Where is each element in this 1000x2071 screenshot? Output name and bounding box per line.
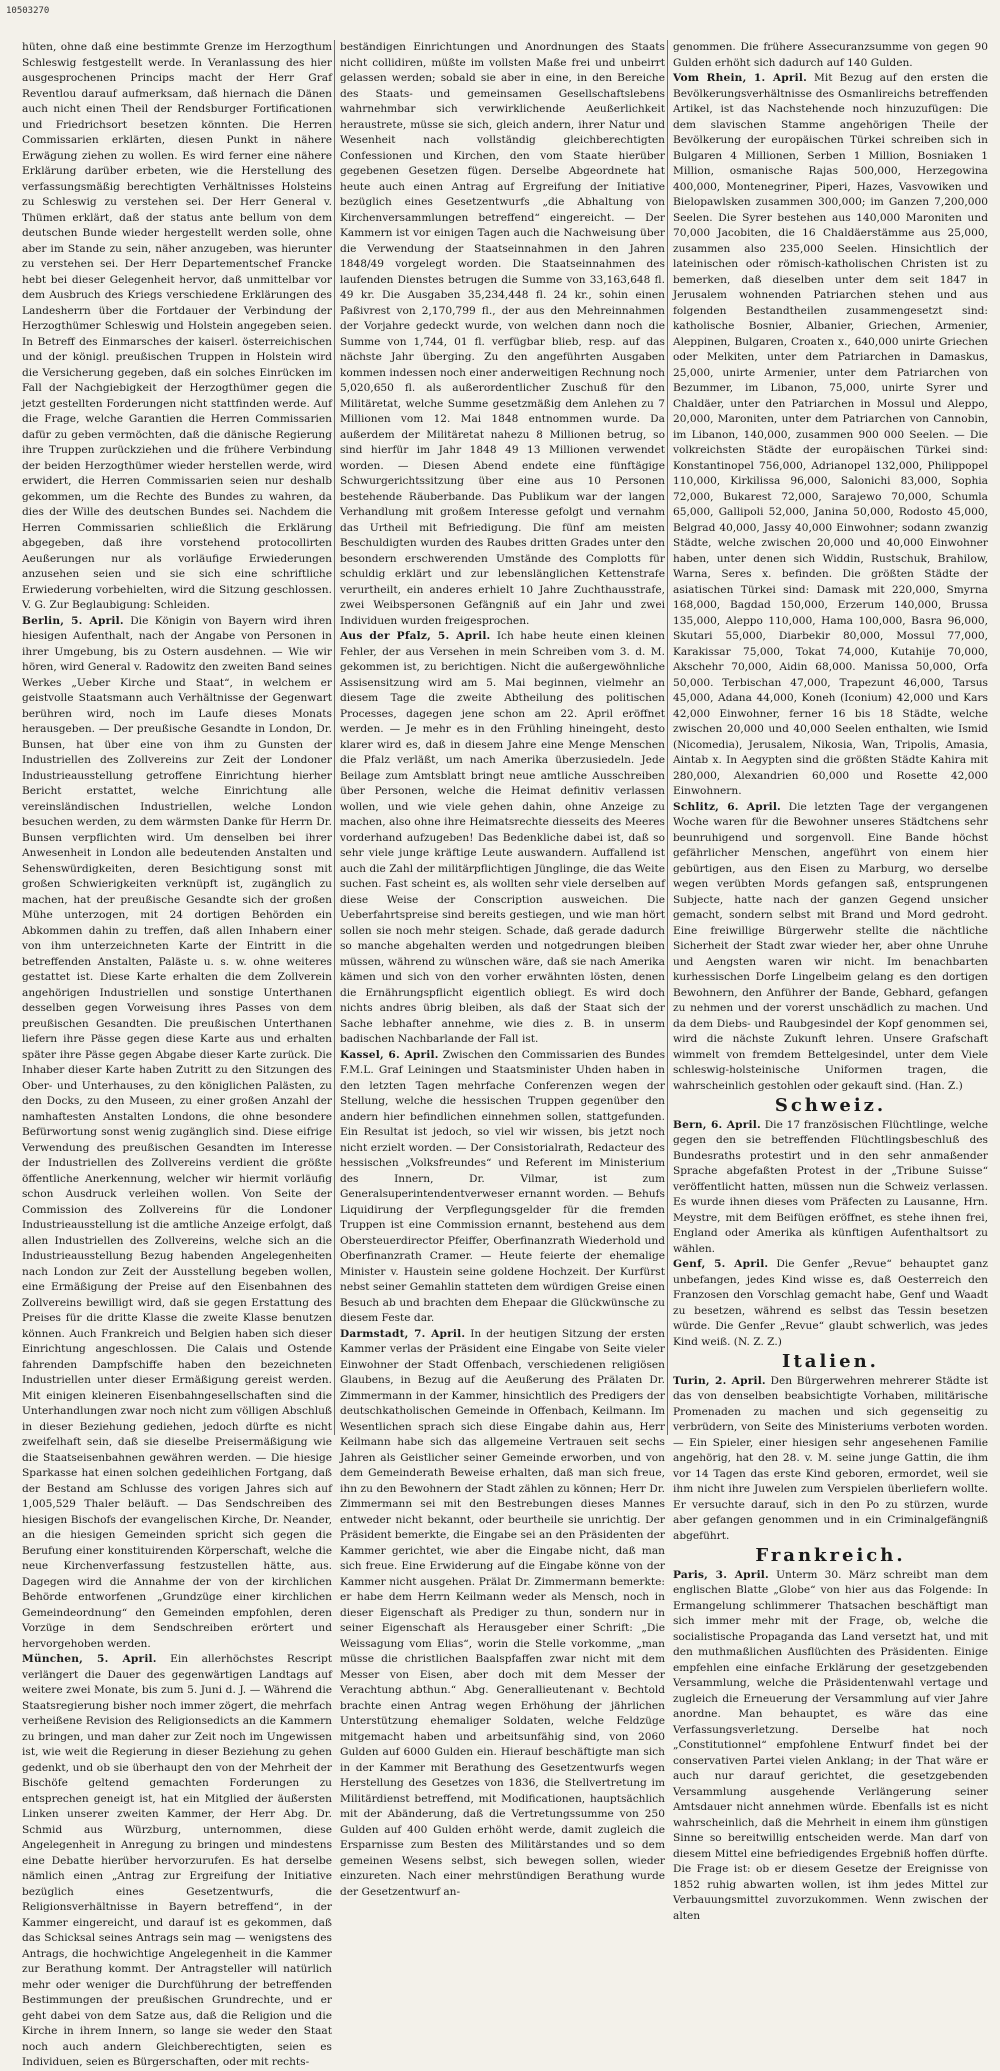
- article-paragraph: [673, 40, 988, 71]
- article-text: Den Bürgerwehren mehrerer Städte ist das von denselben beabsichtigte Vorhaben, militärische Promenaden zu machen und sich gegenseitig zu verbrüdern, von Seite des Ministeriums verboten worden. — Ein Spieler, einer hiesigen sehr angesehenen Familie angehörig, hat den 28. v. M. seine junge Gattin, die ihm vor 14 Tagen das erste Kind geboren, ermordet, weil sie ihm nicht ihre Juwelen zum Verspielen überliefern wollte. Er versuchte darauf, sich in den Po zu stürzen, wurde aber gefangen genommen und in ein Criminalgefängniß abgeführt.: [673, 1374, 988, 1542]
- article-text: Ich habe heute einen kleinen Fehler, der aus Versehen in mein Schreiben vom 3. d. M. gekommen ist, zu berichtigen. Nicht die außergewöhnliche Assisensitzung wird am 5. Mai beginnen, vielmehr an diesem Tage die zweite Abtheilung des politischen Processes, dagegen jene schon am 22. April eröffnet werden. — Je mehr es in den Frühling hineingeht, desto klarer wird es, daß in diesem Jahre eine Menge Menschen die Pfalz verläßt, um nach Amerika überzusiedeln. Jede Beilage zum Amtsblatt bringt neue amtliche Ausschreiben über Personen, welche die Heimat definitiv verlassen wollen, und wie viele gehen dahin, ohne Anzeige zu machen, also ohne ihre Heimatsrechte diesseits des Meeres vorderhand aufzugeben! Das Bedenkliche dabei ist, daß so sehr viele junge kräftige Leute auswandern. Auffallend ist auch die Zahl der militärpflichtigen Jünglinge, die das Weite suchen. Fast scheint es, als wollten sehr viele derselben auf diese Weise der Conscription ausweichen. Die Ueberfahrtspreise sind bereits gestiegen, und wie man hört sollen sie noch mehr steigen. Schade, daß gerade dadurch so manche abgehalten werden und notgedrungen bleiben müssen, während zu wünschen wäre, daß sie nach Amerika kämen und sich von den vorher erwähnten lösten, denen die Ernährungspflicht eigentlich obliegt. Es wird doch nichts andres übrig bleiben, als daß der Staat sich der Sache lebhafter annehme, wie dies z. B. in unserm badischen Nachbarlande der Fall ist.: [340, 630, 665, 1045]
- dateline: Schlitz, 6. April.: [673, 800, 781, 813]
- column-2: [340, 40, 666, 1898]
- column-1: [22, 40, 333, 2068]
- article-text: Zwischen den Commissarien des Bundes F.M.L. Graf Leiningen und Staatsminister Uhden haben in den letzten Tagen mehrfache Conferenzen wegen der Stellung, welche die hessischen Truppen gegenüber den andern hier befindlichen einnehmen sollen, stattgefunden. Ein Resultat ist jedoch, so viel wir wissen, bis jetzt noch nicht erzielt worden. — Der Consistorialrath, Redacteur des hessischen „Volksfreundes“ und Referent im Ministerium des Innern, Dr. Vilmar, ist zum Generalsuperintendentverweser ernannt worden. — Behufs Liquidirung der Verpflegungsgelder für die fremden Truppen ist eine Commission ernannt, bestehend aus dem Obersteuerdirector Pfeiffer, Oberfinanzrath Wiederhold und Oberfinanzrath Cramer. — Heute feierte der ehemalige Minister v. Haustein seine goldene Hochzeit. Der Kurfürst nebst seiner Gemahlin statteten dem würdigen Greise einen Besuch ab und brachten dem Ehepaar die Glückwünsche zu diesem Feste dar.: [340, 1048, 666, 1324]
- article-paragraph: [22, 614, 332, 1653]
- section-heading: Frankreich.: [755, 1545, 906, 1566]
- dateline: Vom Rhein, 1. April.: [673, 72, 808, 84]
- article-text: Die 17 französischen Flüchtlinge, welche gegen den sie betreffenden Flüchtlingsbeschluß des Bundesraths protestirt und in den sehr anmaßender Sprache abgefaßten Protest in der „Tribune Suisse“ veröffentlicht hatten, müssen nun die Schweiz verlassen. Es wurde ihnen dieses vom Präfecten zu Lausanne, Hrn. Meystre, mit dem Beifügen eröffnet, es stehe ihnen frei, England oder Amerika als künftigen Aufenthaltsort zu wählen.: [673, 1118, 989, 1255]
- dateline: Bern, 6. April.: [673, 1118, 761, 1131]
- article-text: Die Königin von Bayern wird ihren hiesigen Aufenthalt, nach der Angabe von Personen in ihrer Umgebung, bis zu Ostern ausdehnen. — Wie wir hören, wird General v. Radowitz den zweiten Band seines Werkes „Ueber Kirche und Staat“, in welchem er geistvolle Staatsmann auch Verhältnisse der Gegenwart berühren wird, noch im Laufe dieses Monats herausgeben. — Der preußische Gesandte in London, Dr. Bunsen, hat über eine von ihm zu Gunsten der Industriellen des Zollvereins zur Zeit der Londoner Industrieausstellung getroffene Einrichtung hierher Bericht erstattet, welche Einrichtung alle vereinsländischen Industriellen, welche London besuchen werden, zu dem wärmsten Danke für Herrn Dr. Bunsen verpflichten wird. Um denselben bei ihrer Anwesenheit in London alle bedeutenden Anstalten und Sehenswürdigkeiten, deren Besichtigung sonst mit großen Schwierigkeiten verknüpft ist, zugänglich zu machen, hat der preußische Gesandte sich der großen Mühe unterzogen, mit 24 dortigen Behörden ein Abkommen dahin zu treffen, daß allen Inhabern einer von ihm unterzeichneten Karte der Eintritt in die betreffenden Anstalten, Paläste u. s. w. ohne weiteres gestattet ist. Diese Karte erhalten die dem Zollverein angehörigen Industriellen und sonstige Unterthanen desselben gegen Vorweisung ihres Passes von dem preußischen Gesandten. Die preußischen Unterthanen liefern ihre Pässe gegen diese Karte aus und erhalten später ihre Pässe gegen Abgabe dieser Karte zurück. Die Inhaber dieser Karte haben Zutritt zu den Sitzungen des Ober- und Unterhauses, zu den königlichen Palästen, zu den Docks, zu den Museen, zu einer großen Anzahl der namhaftesten Anstalten Londons, die ohne besondere Befürwortung sonst wenig zugänglich sind. Diese eifrige Verwendung des preußischen Gesandten im Interesse der Industriellen des Zollvereins verdient die größte öffentliche Anerkennung, welcher wir hiermit vorläufig schon Ausdruck verleihen wollen. Von Seite der Commission des Zollvereins für die Londoner Industrieausstellung ist die amtliche Anzeige erfolgt, daß allen Industriellen des Zollvereins, welche sich an die Industrieausstellung Bezug habenden Angelegenheiten nach London zur Zeit der Ausstellung begeben wollen, eine Ermäßigung der Preise auf den Eisenbahnen des Zollvereins bewilligt wird, daß sie gegen Erstattung des Preises für die dritte Klasse die zweite Klasse benutzen können. Auch Frankreich und Belgien haben sich dieser Einrichtung angeschlossen. Die Calais und Ostende fahrenden Dampfschiffe haben den bezeichneten Industriellen unter dieser Ermäßigung gereist werden. Mit einigen kleineren Eisenbahngesellschaften sind die Unterhandlungen zwar noch nicht zum völligen Abschluß in dieser Beziehung gediehen, jedoch dürfte es nicht zweifelhaft sein, daß sie dieselbe Preisermäßigung wie die Staatseisenbahnen gewähren werden. — Die hiesige Sparkasse hat einen solchen gedeihlichen Fortgang, daß der Bestand am Schlusse des vorigen Jahres sich auf 1,005,529 Thaler beläuft. — Das Sendschreiben des hiesigen Bischofs der evangelischen Kirche, Dr. Neander, an die hiesigen Gemeinden spricht sich gegen die Berufung einer konstituirenden Körperschaft, welche die neue Kirchenverfassung festzustellen hätte, aus. Dagegen wird die Annahme der von der kirchlichen Behörde entworfenen „Grundzüge einer kirchlichen Gemeindeordnung“ den Gemeinden empfohlen, deren Vorzüge in dem Sendschreiben erörtert und hervorgehoben werden.: [22, 614, 333, 1650]
- column-rule-1: [334, 40, 335, 1435]
- section-heading: Schweiz.: [774, 1095, 887, 1116]
- article-text: beständigen Einrichtungen und Anordnungen des Staats nicht collidiren, müßte im vollsten Maße frei und unbeirrt gelassen werden; sobald sie aber in eine, in den Bereiche des Staats- und gemeinsamen Gesellschaftslebens wahrnehmbar sich verwirklichende Aeußerlichkeit heraustrete, müsse sie sich, gleich andern, ihrer Natur und Wesenheit nach vollständig gleichberechtigten Confessionen und Kirchen, den vom Staate hierüber gegebenen Gesetzen fügen. Derselbe Abgeordnete hat heute auch einen Antrag auf Ergreifung der Initiative bezüglich eines Gesetzentwurfs „die Abhaltung von Kirchenversammlungen betreffend“ eingereicht. — Der Kammern ist vor einigen Tagen auch die Nachweisung über die Verwendung der Staatseinnahmen in den Jahren 1848/49 vorgelegt worden. Die Staatseinnahmen des laufenden Dienstes betrugen die Summe von 33,163,648 fl. 49 kr. Die Ausgaben 35,234,448 fl. 24 kr., sohin einen Paßivrest von 2,170,799 fl., der aus den Mehreinnahmen der Vorjahre gedeckt wurde, von welchen dann noch die Summe von 1,744, 01 fl. verfügbar blieb, resp. auf das nächste Jahr überging. Zu den angeführten Ausgaben kommen indessen noch einer anderweitigen Rechnung noch 5,020,650 fl. als außerordentlicher Zuschuß für den Militäretat, welche Summe gesetzmäßig dem Anlehen zu 7 Millionen vom 12. Mai 1848 entnommen wurde. Da außerdem der Militäretat nahezu 8 Millionen betrug, so sind hierfür im Jahr 1848 49 13 Millionen verwendet worden. — Diesen Abend endete eine fünftägige Schwurgerichtssitzung über eine aus 10 Personen bestehende Räuberbande. Das Publikum war der langen Verhandlung mit großem Interesse gefolgt und vernahm das Urtheil mit Befriedigung. Die fünf am meisten Beschuldigten wurden des Raubes dritten Grades unter den besondern erschwerenden Umstände des Complotts für schuldig erklärt und zur lebenslänglichen Kettenstrafe verurtheilt, ein anderes erhielt 10 Jahre Zuchthausstrafe, zwei Weibspersonen Gefängniß auf ein Jahr und zwei Individuen wurden freigesprochen.: [340, 41, 665, 627]
- dateline: Berlin, 5. April.: [22, 614, 124, 627]
- dateline: München, 5. April.: [22, 1653, 157, 1665]
- section-heading: Italien.: [782, 1351, 879, 1372]
- article-text: hüten, ohne daß eine bestimmte Grenze im Herzogthum Schleswig festgestellt werde. In Veranlassung des hier ausgesprochenen Princips macht der Herr Graf Reventlou darauf aufmerksam, daß hiernach die Dänen auch nicht einen Theil der Rendsburger Fortificationen und Friedrichsort besetzen könnten. Die Herren Commissarien erklärten, diesen Punkt in nähere Erwägung ziehen zu wollen. Es wird ferner eine nähere Erklärung darüber erbeten, wie die Herstellung des verfassungsmäßig berechtigten Verhältnisses Holsteins zu Schleswig zu verstehen sei. Der Herr General v. Thümen erklärt, daß der status ante bellum von dem deutschen Bunde wieder hergestellt werden solle, ohne aber im Stande zu sein, näher anzugeben, was hierunter zu verstehen sei. Der Herr Departementschef Francke hebt bei dieser Gelegenheit hervor, daß unmittelbar vor dem Ausbruch des Kriegs verschiedene Erklärungen des Landesherrn über die Fortdauer der Verbindung der Herzogthümer Schleswig und Holstein angegeben seien. In Betreff des Einmarsches der kaiserl. österreichischen und der königl. preußischen Truppen in Holstein wird die Versicherung gegeben, daß ein solches Einrücken im Fall der Nachgiebigkeit der Herzogthümer gegen die jetzt gestellten Forderungen nicht stattfinden werde. Auf die Frage, welche Garantien die Herren Commissarien dafür zu geben vermöchten, daß die dänische Regierung ihre Truppen zurückziehen und die frühere Verbindung der beiden Herzogthümer wieder herstellen werde, wird erwidert, die Herren Commissarien seien nur deshalb gekommen, um die Rechte des Bundes zu wahren, da dies der Wille des deutschen Bundes sei. Nachdem die Herren Commissarien schließlich die Erklärung abgegeben, daß ihre vorstehend protocollirten Aeußerungen nur als vorläufige Erwiederungen anzusehen seien und sie sich eine schriftliche Erwiederung vorbehielten, wird die Sitzung geschlossen. V. G. Zur Beglaubigung: Schleiden.: [22, 41, 332, 611]
- page-id: 10503270: [6, 6, 50, 16]
- dateline: Genf, 5. April.: [673, 1258, 769, 1270]
- article-text: Ein allerhöchstes Rescript verlängert die Dauer des gegenwärtigen Landtags auf weitere zwei Monate, bis zum 5. Juni d. J. — Während die Staatsregierung bisher noch immer zögert, die mehrfach verheißene Revision des Religionsedicts an die Kammern zu bringen, und man daher zur Zeit noch im Ungewissen ist, wie weit die Regierung in dieser Beziehung zu gehen gedenkt, und ob sie überhaupt den von der Mehrheit der Bischöfe geltend gemachten Forderungen zu entsprechen geneigt ist, hat ein Mitglied der äußersten Linken unserer zweiten Kammer, der Herr Abg. Dr. Schmid aus Würzburg, unternommen, diese Angelegenheit in Anregung zu bringen und mindestens eine Debatte hierüber hervorzurufen. Es hat derselbe nämlich einen „Antrag zur Ergreifung der Initiative bezüglich eines Gesetzentwurfs, die Religionsverhältnisse in Bayern betreffend“, in der Kammer eingereicht, und darauf ist es gekommen, daß das Schicksal seines Antrags sein mag — wenigstens des Antrags, die hochwichtige Angelegenheit in die Kammer zur Berathung kommt. Der Antragsteller will natürlich mehr oder weniger die Durchführung der betreffenden Bestimmungen der preußischen Grundrechte, und er geht dabei von dem Satze aus, daß die Religion und die Kirche in ihrem Innern, so lange sie weder den Staat noch auch andern Gleichberechtigten, seien es Individuen, seien es Bürgerschaften, oder mit rechts-: [22, 1653, 332, 2068]
- article-paragraph: [673, 800, 988, 1095]
- article-paragraph: [340, 1048, 665, 1327]
- article-paragraph: [22, 1652, 332, 2071]
- article-text: Mit Bezug auf den ersten die Bevölkerungsverhältnisse des Osmanlireichs betreffenden Artikel, ist das Nachstehende noch hinzuzufügen: Die dem slavischen Stamme angehörigen Theile der Bevölkerung der europäischen Türkei schreiben sich in Bulgaren 4 Millionen, Serben 1 Million, Bosniaken 1 Million, osmanische Rajas 500,000, Herzegowina 400,000, Montenegriner, Piperi, Hazes, Vasvowiken und Bielopawlsken zusammen 300,000; im Ganzen 7,200,000 Seelen. Die Syrer bestehen aus 140,000 Maroniten und 70,000 Jacobiten, die 16 Chaldäerstämme aus 25,000, zusammen also 235,000 Seelen. Hinsichtlich der lateinischen oder römisch-katholischen Christen ist zu bemerken, daß dieselben unter dem seit 1847 in Jerusalem wohnenden Patriarchen stehen und aus folgenden Bestandtheilen zusammengesetzt sind: katholische Bosnier, Albanier, Griechen, Armenier, Aleppinen, Bulgaren, Croaten x., 640,000 unirte Griechen oder Melkiten, unter dem Patriarchen in Damaskus, 25,000, unirte Armenier, unter dem Patriarchen von Bezummer, im Libanon, 75,000, unirte Syrer und Chaldäer, unter den Patriarchen in Mossul und Aleppo, 20,000, Maroniten, unter dem Patriarchen von Cannobin, im Libanon, 140,000, zusammen 900 000 Seelen. — Die volkreichsten Städte der europäischen Türkei sind: Konstantinopel 756,000, Adrianopel 132,000, Philippopel 110,000, Kirkilissa 96,000, Salonichi 83,000, Sophia 72,000, Bukarest 72,000, Sarajewo 70,000, Schumla 65,000, Gallipoli 52,000, Janina 50,000, Rodosto 45,000, Belgrad 40,000, Jassy 40,000 Einwohner; sodann zwanzig Städte, welche zwischen 20,000 und 40,000 Einwohner haben, unter denen sich Widdin, Rustschuk, Brahilow, Warna, Seres x. befinden. Die größten Städte der asiatischen Türkei sind: Damask mit 220,000, Smyrna 168,000, Bagdad 150,000, Erzerum 140,000, Brussa 135,000, Aleppo 110,000, Hama 100,000, Basra 96,000, Skutari 55,000, Diarbekir 80,000, Mossul 77,000, Karakissar 75,000, Tokat 74,000, Kutahije 70,000, Akschehr 70,000, Aidin 68,000. Manissa 50,000, Orfa 50,000. Terbischan 47,000, Trapezunt 46,000, Tarsus 45,000, Adana 44,000, Koneh (Iconium) 42,000 und Kars 42,000 Einwohner, ferner 16 bis 18 Städte, welche zwischen 20,000 und 40,000 Seelen enthalten, wie Ismid (Nicomedia), Jerusalem, Nikosia, Wan, Tripolis, Amasia, Aintab x. In Aegypten sind die größten Städte Kahira mit 280,000, Alexandrien 60,000 und Rosette 42,000 Einwohnern.: [673, 72, 989, 797]
- article-paragraph: [340, 40, 665, 629]
- article-paragraph: [673, 1118, 988, 1258]
- article-text: genommen. Die frühere Assecuranzsumme von gegen 90 Gulden erhöht sich dadurch auf 140 Gulden.: [673, 41, 988, 69]
- dateline: Turin, 2. April.: [673, 1374, 766, 1387]
- column-3: [673, 40, 989, 1922]
- dateline: Aus der Pfalz, 5. April.: [340, 630, 491, 642]
- article-paragraph: [340, 629, 665, 1048]
- article-text: In der heutigen Sitzung der ersten Kammer verlas der Präsident eine Eingabe von Seite vieler Einwohner der Stadt Offenbach, verschiedenen religiösen Glaubens, in Bezug auf die Aeußerung des Prälaten Dr. Zimmermann in der Kammer, hinsichtlich des Predigers der deutschkatholischen Gemeinde in Offenbach, Keilmann. Im Wesentlichen sprach sich diese Eingabe dahin aus, Herr Keilmann habe sich das allgemeine Vertrauen seit sechs Jahren als Geistlicher seiner Gemeinde erworben, und von dem Gemeinderath Beweise erhalten, daß man sich freue, ihn zu den Bewohnern der Stadt zählen zu können; Herr Dr. Zimmermann sei mit den Bestrebungen dieses Mannes entweder nicht bekannt, oder beurtheile sie unrichtig. Der Präsident bemerkte, die Eingabe sei an den Präsidenten der Kammer gerichtet, wie aber die Eingabe nicht, daß man sich freue. Eine Erwiderung auf die Eingabe könne von der Kammer nicht ausgehen. Prälat Dr. Zimmermann bemerkte: er habe dem Herrn Keilmann weder als Mensch, noch in dieser Eigenschaft als Prediger zu thun, sondern nur in seiner Eigenschaft als Herausgeber einer Schrift: „Die Weissagung vom Elias“, worin die Stelle vorkomme, „man müsse die christlichen Baalspfaffen zwar nicht mit dem Messer von Eisen, aber doch mit dem Messer der Verachtung abthun.“ Abg. Generallieutenant v. Bechtold brachte einen Antrag wegen Erhöhung der jährlichen Unterstützung ehemaliger Soldaten, welche Feldzüge mitgemacht haben und arbeitsunfähig sind, von 2060 Gulden auf 6000 Gulden ein. Hierauf beschäftigte man sich in der Kammer mit Berathung des Gesetzentwurfs wegen Herstellung des Gesetzes von 1836, die Stellvertretung im Militärdienst betreffend, mit Modificationen, hauptsächlich mit der Abänderung, daß die Vertretungssumme von 250 Gulden auf 400 Gulden erhöht werde, damit zugleich die Ersparnisse zum Besten des Militärstandes und so dem gemeinen Wesens selbst, sich bewegen sollen, wieder einzureten. Nach einer mehrstündigen Berathung wurde der Gesetzentwurf an-: [340, 1327, 665, 1898]
- article-text: Die letzten Tage der vergangenen Woche waren für die Bewohner unseres Städtchens sehr beunruhigend und sorgenvoll. Eine Bande höchst gefährlicher Menschen, angeführt von einem hier gebürtigen, aus den Eisen zu Marburg, wo derselbe wegen verübten Mords gefangen saß, entsprungenen Subjecte, hatte nach der ganzen Gegend unsicher gemacht, sondern selbst mit Brand und Mord gedroht. Eine freiwillige Bürgerwehr stellte die nächtliche Sicherheit der Stadt zwar wieder her, aber ohne Unruhe und Aengsten waren wir nicht. Im benachbarten kurhessischen Dorfe Lingelbeim gelang es den dortigen Bewohnern, den Anführer der Bande, Gebhard, gefangen zu nehmen und der vorerst unschädlich zu machen. Und da dem Diebs- und Raubgesindel der Kopf genommen sei, wird die nächste Zukunft lehren. Unsere Grafschaft wimmelt von fremdem Bettelgesindel, unter dem Viele schleswig-holsteinische Uniformen tragen, die wahrscheinlich gestohlen oder gekauft sind. (Han. Z.): [673, 800, 988, 1092]
- dateline: Darmstadt, 7. April.: [340, 1327, 466, 1340]
- article-paragraph: [340, 1327, 665, 1901]
- dateline: Kassel, 6. April.: [340, 1048, 439, 1061]
- article-paragraph: [673, 1568, 988, 1925]
- article-paragraph: [673, 71, 988, 800]
- article-paragraph: [673, 1257, 988, 1350]
- article-paragraph: [22, 40, 332, 614]
- column-rule-2: [667, 40, 668, 1435]
- article-text: Die Genfer „Revue“ behauptet ganz unbefangen, jedes Kind wisse es, daß Oesterreich den Franzosen den Vorschlag gemacht habe, Genf und Waadt zu besetzen, während es selbst das Tessin besetzen würde. Die Genfer „Revue“ glaubt schwerlich, was jedes Kind weiß. (N. Z. Z.): [673, 1258, 988, 1348]
- article-paragraph: [673, 1374, 988, 1545]
- article-text: Unterm 30. März schreibt man dem englischen Blatte „Globe“ von hier aus das Folgende: In Ermangelung schlimmerer Thatsachen beschäftigt man sich immer mehr mit der Frage, ob, welche die socialistische Propaganda das Land versetzt hat, und mit den muthmaßlichen Ausflüchten des Präsidenten. Einige empfehlen eine einfache Erklärung der gesetzgebenden Versammlung, welche die Präsidentenwahl vertage und zugleich die Erneuerung der Versammlung auf vier Jahre anordne. Man behauptet, es wäre das eine Verfassungsverletzung. Derselbe hat noch „Constitutionnel“ empfohlene Entwurf findet bei der conservativen Partei vielen Anklang; in der That wäre er auch nur darauf gerichtet, die gesetzgebenden Versammlung ausgehende Verlängerung seiner Amtsdauer nicht annehmen würde. Ebenfalls ist es nicht wahrscheinlich, daß die Mehrheit in einem ihm günstigen Sinne so bereitwillig entscheiden werde. Man darf von diesem Mittel eine befriedigendes Ergebniß hoffen dürfte. Die Frage ist: ob er diesem Gesetze der Ereignisse von 1852 ruhig abwarten wollen, ist ihm jedes Mittel zur Verbauungsmittel zuvorzukommen. Wenn zwischen der alten: [673, 1568, 988, 1922]
- dateline: Paris, 3. April.: [673, 1568, 769, 1581]
